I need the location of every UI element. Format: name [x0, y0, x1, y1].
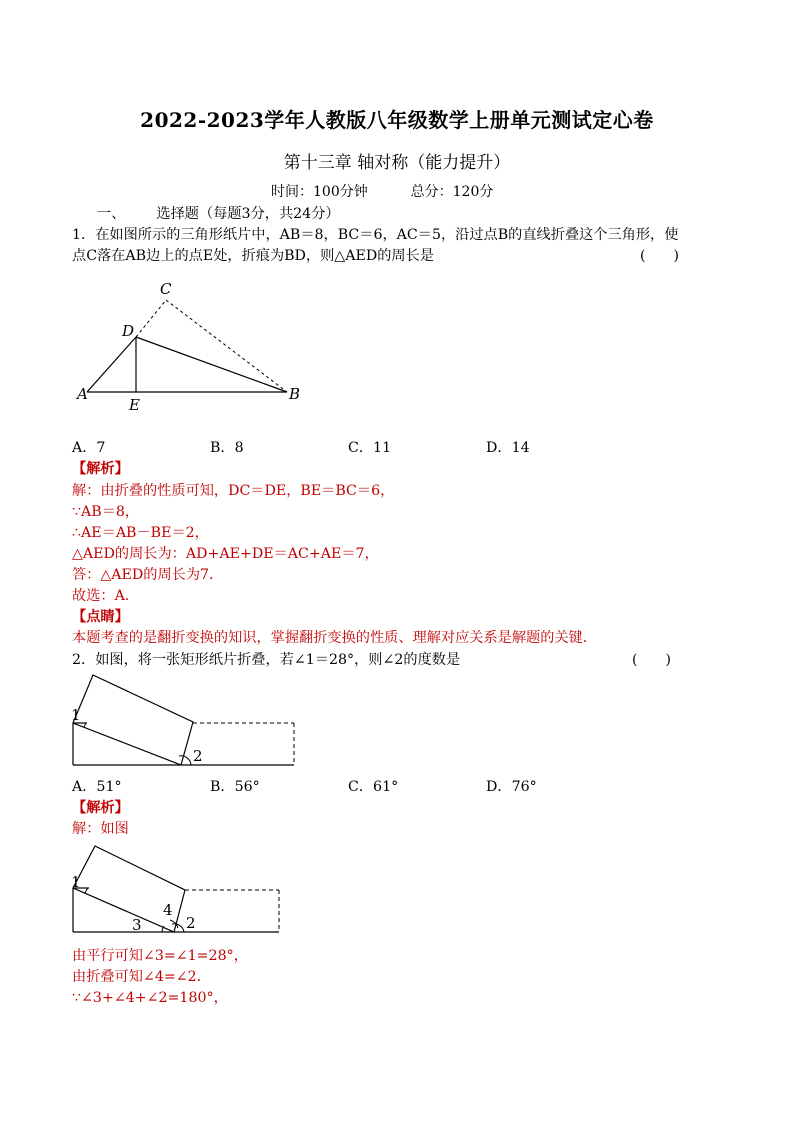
- q2-solution-line1: 由平行可知∠3=∠1=28°，: [72, 948, 248, 964]
- q1-analysis-tag: 【解析】: [72, 461, 129, 477]
- q1-solution-line5: 答：△AED的周长为7．: [72, 567, 224, 583]
- q2-solution-figure: [66, 838, 284, 938]
- section-number: 一、: [97, 206, 126, 222]
- section-heading: [97, 203, 340, 223]
- q1-solution-line2: ∵AB＝8，: [72, 504, 140, 520]
- q1-option-d: D．14: [486, 440, 530, 456]
- segment-dc-dashed: [136, 300, 166, 337]
- q2-solution-line2: 由折叠可知∠4=∠2．: [72, 969, 211, 985]
- label-d: D: [122, 322, 135, 340]
- q1-comment: 本题考查的是翻折变换的知识，掌握翻折变换的性质、理解对应关系是解题的关键．: [72, 630, 597, 646]
- q1-stem-line1: 1．在如图所示的三角形纸片中，AB＝8，BC＝6，AC＝5，沿过点B的直线折叠这个三角形，使: [72, 227, 679, 243]
- folded-flap: [73, 675, 193, 765]
- q2-solution-intro: 解：如图: [72, 821, 129, 837]
- q1-solution-line4: △AED的周长为：AD+AE+DE＝AC+AE＝7，: [72, 546, 379, 562]
- segment-db-crease: [136, 337, 287, 392]
- angle-label-1: 1: [71, 706, 81, 724]
- q1-option-b: B．8: [210, 440, 244, 456]
- solution-angle-label-4: 4: [163, 901, 173, 919]
- q1-option-a: A．7: [72, 440, 106, 456]
- q2-option-b: B．56°: [210, 779, 260, 795]
- q1-stem-line2: 点C落在AB边上的点E处，折痕为BD，则△AED的周长是: [72, 248, 434, 264]
- q1-comment-tag: 【点睛】: [72, 609, 129, 625]
- q1-solution-line6: 故选：A．: [72, 588, 139, 604]
- label-c: C: [160, 280, 172, 298]
- label-a: A: [77, 385, 88, 403]
- total-score: 总分：120分: [410, 184, 494, 200]
- solution-angle-label-3: 3: [132, 916, 142, 934]
- document-title: 2022-2023学年人教版八年级数学上册单元测试定心卷: [140, 108, 654, 132]
- solution-angle-1-arc: [85, 888, 88, 894]
- q2-fold-figure: [66, 668, 298, 772]
- angle-label-2: 2: [193, 747, 203, 765]
- document-subtitle: 第十三章 轴对称（能力提升）: [283, 153, 511, 173]
- label-e: E: [129, 396, 140, 414]
- q2-option-c: C．61°: [348, 779, 399, 795]
- section-title: 选择题（每题3分，共24分）: [156, 206, 340, 222]
- q2-option-a: A．51°: [72, 779, 122, 795]
- q2-option-d: D．76°: [486, 779, 537, 795]
- segment-cb-dashed: [166, 300, 287, 392]
- q1-solution-line3: ∴AE＝AB－BE＝2，: [72, 525, 209, 541]
- q2-solution-line3: ∵∠3+∠4+∠2=180°，: [72, 990, 228, 1006]
- q2-analysis-tag: 【解析】: [72, 800, 129, 816]
- solution-angle-label-2: 2: [186, 914, 196, 932]
- label-b: B: [289, 385, 301, 403]
- q1-answer-blank: ( ): [640, 248, 679, 264]
- q2-answer-blank: ( ): [632, 652, 671, 668]
- solution-angle-label-1: 1: [71, 873, 81, 891]
- q1-solution-line1: 解：由折叠的性质可知，DC＝DE，BE＝BC＝6，: [72, 483, 395, 499]
- exam-info: [271, 181, 493, 201]
- q1-triangle-figure: [74, 278, 306, 414]
- q2-stem: 2．如图，将一张矩形纸片折叠，若∠1＝28°，则∠2的度数是: [72, 652, 461, 668]
- segment-ad: [87, 337, 136, 392]
- q1-option-c: C．11: [348, 440, 392, 456]
- time-limit: 时间：100分钟: [271, 184, 368, 200]
- solution-folded-flap: [73, 846, 185, 932]
